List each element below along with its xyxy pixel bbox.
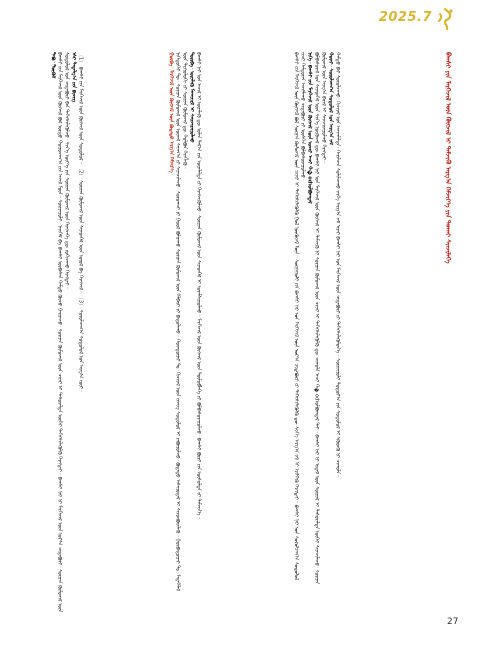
mongol-script-emblem-icon	[436, 8, 454, 30]
paragraph: ᠨᠢᠭᠡᠳᠦᠭᠡᠷ ᠲᠦ᠂ ᠰᠤᠷᠭᠠᠨ ᠬᠦᠮᠦᠵᠢᠯ ᠦᠨ ᠦᠵᠡᠯ ᠰᠠᠨᠠᠭ᠎ᠠ ᠶᠢ ᠰᠢᠨᠡᠴᠢᠯᠡᠵᠦ᠂ ᠰᠤᠷᠤᠭᠴᠢ ᠶᠢ ᠭᠣᠣᠯ ᠪᠣᠯᠭᠠᠬᠤ ᠰᠤᠷᠭᠠᠨ ᠬᠦᠮᠦᠵᠢᠯ ᠦᠨ ᠬᠡᠯᠪᠡᠷᠢ ᠶᠢ ᠪᠠᠲᠤᠯᠠᠬᠤ᠃ ᠬᠣᠶᠠᠳᠤᠭᠠᠷ ᠲᠤ᠂ ᠬᠢᠴᠢᠶᠡᠯ ᠦᠨ ᠵᠢᠵᠢᠭ ᠰᠤᠳᠤᠯᠤᠯ ᠢ ᠶᠠᠪᠤᠭᠤᠯᠵᠤ᠂ ᠪᠣᠳᠠᠲᠤ ᠠᠰᠠᠭᠤᠳᠠᠯ ᠢ ᠰᠢᠢᠳᠪᠦᠷᠢᠯᠡᠬᠦ᠃ ᠭᠤᠷᠪᠠᠳᠤᠭᠠᠷ ᠲᠤ᠂ ᠮᠡᠳᠡᠭᠡᠯᠡᠯ ᠦᠨ ᠲᠸᠬᠨᠣᠯᠣᠭᠢ ᠶᠢ ᠰᠤᠷᠭᠠᠨ ᠬᠦᠮᠦᠵᠢᠯ ᠳᠦ ᠬᠣᠯᠪᠣᠨ ᠬᠡᠷᠡᠭᠯᠡᠬᠦ᠃	[174, 52, 188, 591]
section-heading: ᠲᠠᠪᠤ᠂ ᠳᠦᠭᠦᠮ	[49, 52, 56, 79]
paragraph: ᠪᠠᠭᠰᠢ ᠨᠠᠷ ᠤᠨ ᠠᠵᠢᠯ ᠢ ᠦᠨᠡᠯᠡᠬᠦ ᠳᠦ ᠣᠯᠠᠨ ᠲᠠᠯ᠎ᠠ ᠶᠢᠨ ᠦᠨᠡᠯᠡᠯᠲᠡ ᠶᠢ ᠬᠡᠷᠡᠭᠵᠢᠭᠦᠯᠵᠦ᠂ ᠰᠤᠷᠭᠠᠨ ᠬᠦᠮᠦᠵᠢᠯ ᠦᠨ ᠰᠢᠨᠡᠳᠭᠡᠯ ᠢ ᠤᠷᠠᠮᠱᠢᠭᠤᠯᠬᠤ᠃ ᠮᠡᠷᠭᠡᠵᠢᠯ ᠦᠨ ᠬᠥᠭᠵᠢᠯ ᠦᠨ ᠲᠥᠯᠥᠪᠯᠡᠭᠡ ᠶᠢ ᠪᠣᠯᠪᠠᠰᠤᠷᠠᠭᠤᠯᠵᠤ᠂ ᠪᠠᠭᠰᠢ ᠪᠦᠷᠢ ᠶᠢᠨ ᠥᠰᠦᠯᠲᠡ ᠶᠢ ᠳᠡᠮᠵᠢᠨ᠎ᠡ᠃	[195, 52, 202, 519]
paragraph: ᠪᠣᠯᠪᠠᠰᠤᠷᠠᠯ ᠤᠨ ᠰᠢᠨᠡᠳᠭᠡᠯ ᠦᠨ ᠰᠢᠨ᠎ᠡ ᠨᠥᠬᠥᠴᠡᠯ ᠳᠦ ᠪᠠᠭᠰᠢ ᠨᠠᠷ ᠤᠨ ᠮᠡᠷᠭᠡᠵᠢᠯ ᠦᠨ ᠬᠥᠭᠵᠢᠯ ᠢ ᠳᠡᠮᠵᠢᠬᠦ ᠨᠢ ᠰᠤᠷᠭᠠᠨ ᠬᠦᠮᠦᠵᠢᠯ ᠦᠨ ᠴᠢᠨᠠᠷ ᠢ ᠳᠡᠭᠡᠭᠰᠢᠯᠡᠭᠦᠯᠬᠦ ᠳᠦ ᠴᠢᠬᠤᠯᠠ ᠠᠴᠢ ᠬ�odᠣᠯᠪᠣᠭᠳᠠᠯ ᠲᠠᠢ᠃ ᠪᠠᠭᠰᠢ ᠨᠠᠷ ᠨᠢ ᠡᠷᠳᠡᠮ ᠦᠨ ᠰᠤᠷᠭᠠᠯ ᠢ ᠲᠠᠰᠤᠷᠠᠯᠲᠠ ᠦᠭᠡᠢ ᠰᠢᠨᠡᠴᠢᠯᠡᠵᠦ᠂ ᠰᠤᠷᠭᠠᠨ ᠬᠦᠮᠦᠵᠢᠯ ᠦᠨ ᠠᠷᠭ᠎ᠠ ᠪᠠᠷᠢᠯ ᠢ ᠰᠠᠢᠵᠢᠷᠠᠭᠤᠯᠬᠤ ᠬᠡᠷᠡᠭᠲᠡᠢ᠃	[313, 52, 327, 585]
section-heading: ᠨᠢᠭᠡ᠂ ᠪᠠᠭᠰᠢ ᠶᠢᠨ ᠮᠡᠷᠭᠡᠵᠢᠯ ᠦᠨ ᠬᠥᠭᠵᠢᠯ ᠦᠨ ᠤᠴᠢᠷ ᠠᠴᠢ ᠬ�odᠣᠯᠪᠣᠭᠳᠠᠯ	[306, 52, 313, 204]
text-column-right	[285, 52, 441, 586]
paragraph: ᠪᠠᠭᠰᠢ ᠶᠢᠨ ᠮᠡᠷᠭᠡᠵᠢᠯ ᠦᠨ ᠬᠥᠭᠵᠢᠯ ᠪᠣᠯ ᠤᠷᠲᠤ ᠬᠤᠭᠤᠴᠠᠭ᠎ᠠ ᠶᠢᠨ ᠠᠵᠢᠯ ᠮᠥᠨ᠃ ᠰᠤᠷᠭᠠᠭᠤᠯᠢ᠂ ᠨᠡᠢᠭᠡᠮ ᠪᠠ ᠪᠠᠭᠰᠢ ᠥᠪᠡᠰᠡᠨ ᠬᠠᠮᠲᠤ ᠬᠦᠴᠦ ᠭᠠᠷᠭᠠᠵᠤ᠂ ᠰᠤᠷᠭᠠᠨ ᠬᠦᠮᠦᠵᠢᠯ ᠦᠨ ᠴᠢᠨᠠᠷ ᠢ ᠲᠠᠰᠤᠷᠠᠯᠲᠠ ᠦᠭᠡᠢ ᠳᠡᠭᠡᠭᠰᠢᠯᠡᠭᠦᠯᠬᠦ ᠬᠡᠷᠡᠭᠲᠡᠢ᠃ ᠪᠠᠭᠰᠢ ᠨᠠᠷ ᠨᠢ ᠮᠡᠷᠭᠡᠵᠢᠯ ᠦᠨ ᠤᠷ᠎ᠠ ᠴᠢᠳᠠᠪᠤᠷᠢ᠂ ᠰᠤᠷᠭᠠᠨ ᠬᠦᠮᠦᠵᠢᠯ ᠦᠨ ᠰᠤᠳᠤᠯᠤᠯ ᠤᠨ ᠴᠢᠳᠠᠪᠤᠷᠢ ᠪᠠᠨ ᠳᠡᠭᠡᠭᠰᠢᠯᠡᠭᠦᠯᠵᠦ᠂ ᠰᠢᠨ᠎ᠡ ᠦᠶ᠎ᠡ ᠶᠢᠨ ᠰᠤᠷᠭᠠᠨ ᠬᠦᠮᠦᠵᠢᠯ ᠦᠨ ᠬᠡᠷᠡᠭᠴᠡᠭᠡ ᠳᠦ ᠵᠣᠬᠢᠴᠠᠬᠤ ᠬᠡᠷᠡᠭᠲᠡᠢ᠃	[56, 52, 70, 613]
text-column-left	[42, 52, 154, 614]
paragraph: ᠬᠠᠮᠲᠤ ᠪᠡᠷ ᠰᠤᠷᠤᠯᠴᠠᠬᠤ᠂ ᠬᠢᠴᠢᠶᠡᠯ ᠤᠨ ᠠᠵᠢᠭᠯᠠᠯᠲᠠ᠂ ᠬᠠᠷᠢᠯᠴᠠᠨ ᠰᠤᠯᠢᠯᠴᠠᠬᠤ ᠵᠡᠷᠭᠡ ᠠᠷᠭ᠎ᠠ ᠵᠠᠮ ᠢᠶᠠᠷ ᠪᠠᠭᠰᠢ ᠨᠠᠷ ᠤᠨ ᠮᠡᠷᠭᠡᠵᠢᠯ ᠦᠨ ᠴᠢᠳᠠᠪᠤᠷᠢ ᠶᠢ ᠳᠡᠭᠡᠭᠰᠢᠯᠡᠭᠦᠯᠦᠨ᠎ᠡ᠃ ᠰᠤᠷᠭᠠᠭᠤᠯᠢ ᠳᠤᠲᠤᠷ᠎ᠠ ᠶᠢᠨ ᠰᠤᠳᠤᠯᠤᠯ ᠢ ᠡᠭᠦᠳᠬᠦ ᠨᠢ ᠴᠢᠬᠤᠯᠠ᠃	[334, 52, 341, 478]
issue-label: 2025.7	[378, 10, 432, 25]
article-title: ᠪᠠᠭᠰᠢ ᠶᠢᠨ ᠮᠡᠷᠭᠡᠵᠢᠯ ᠦᠨ ᠬᠥᠭᠵᠢᠯ ᠢ ᠳᠡᠮᠵᠢᠬᠦ ᠠᠷᠭ᠎ᠠ ᠬᠡᠮᠵᠢᠶ᠎ᠡ ᠶᠢᠨ ᠲᠤᠬᠠᠢ ᠰᠢᠨᠵᠢᠯᠡᠭᠡ	[444, 52, 452, 264]
section-heading: ᠳᠥᠷᠪᠡ᠂ ᠦᠨᠡᠯᠡᠬᠦ ᠮᠡᠬᠠᠨᠢᠽᠮ ᠢ ᠰᠠᠢᠵᠢᠷᠠᠭᠤᠯᠬᠤ	[188, 52, 195, 143]
section-heading: ᠬᠣᠶᠠᠷ᠂ ᠰᠤᠷᠤᠯᠴᠠᠭ᠎ᠠ ᠰᠤᠳᠤᠯᠤᠯ ᠤᠨ ᠠᠷᠭ᠎ᠠ ᠵᠠᠮ	[327, 52, 334, 146]
section-heading-highlight: ᠭᠤᠷᠪᠠ᠂ ᠮᠡᠷᠭᠡᠵᠢᠯ ᠦᠨ ᠬᠥᠭᠵᠢᠯ ᠦᠨ ᠪᠣᠳᠠᠲᠤ ᠠᠷᠭ᠎ᠠ ᠬᠡᠮᠵᠢᠶ᠎ᠡ	[167, 52, 174, 173]
page-number: 27	[447, 617, 459, 627]
references-heading: ᠡᠰᠢ ᠲᠠᠲᠠᠯᠭ᠎ᠠ ᠶᠢᠨ ᠪᠢᠴᠢᠭ	[70, 52, 77, 103]
references-list: 〔1〕 ᠪᠠᠭᠰᠢ ᠶᠢᠨ ᠮᠡᠷᠭᠡᠵᠢᠯ ᠦᠨ ᠬᠥᠭᠵᠢᠯ ᠦᠨ ᠰᠤᠳᠤᠯᠤᠯ᠃ 〔2〕 ᠰᠤᠷᠭᠠᠨ ᠬᠦᠮᠦᠵᠢᠯ ᠦᠨ ᠰᠢᠨᠡᠳᠭᠡᠯ ᠦᠨ ᠣᠨᠣᠯ ᠪᠠ ᠬᠡᠷᠡᠭᠵᠢᠯ᠃ 〔3〕 ᠰᠤᠷᠤᠯᠴᠠᠭ᠎ᠠ ᠰᠤᠳᠤᠯᠤᠯ ᠤᠨ ᠠᠷᠭ᠎ᠠ ᠵᠦᠢ᠃	[77, 52, 84, 393]
paragraph: ᠪᠠᠭᠰᠢ ᠶᠢᠨ ᠮᠡᠷᠭᠡᠵᠢᠯ ᠦᠨ ᠬᠥᠭᠵᠢᠯ ᠪᠣᠯ ᠰᠤᠷᠭᠠᠨ ᠬᠦᠮᠦᠵᠢᠯ ᠦᠨ ᠴᠢᠨᠠᠷ ᠢ ᠳᠡᠭᠡᠭᠰᠢᠯᠡᠭᠦᠯᠬᠦ ᠭᠣᠯ ᠨᠥᠬᠥᠴᠡᠯ ᠮᠥᠨ᠃ ᠰᠤᠷᠭᠠᠭᠤᠯᠢ ᠶᠢᠨ ᠪᠠᠭᠰᠢ ᠨᠠᠷ ᠤᠨ ᠮᠡᠷᠭᠡᠵᠢᠯ ᠦᠨ ᠤᠷ᠎ᠠ ᠴᠢᠳᠠᠪᠤᠷᠢ ᠶᠢ ᠳᠡᠭᠡᠭᠰᠢᠯᠡᠭᠦᠯᠬᠦ ᠳᠦ ᠰᠢᠨ᠎ᠡ ᠠᠷᠭ᠎ᠠ ᠵᠠᠮ ᠢ ᠡᠷᠢᠯᠬᠡᠬᠦ ᠬᠡᠷᠡᠭᠲᠡᠢ᠃ ᠪᠠᠭᠰᠢ ᠨᠠᠷ ᠤᠨ ᠰᠤᠷᠤᠯᠴᠠᠭ᠎ᠠ ᠰᠤᠳᠤᠯᠤᠯ ᠵᠢᠴᠢ ᠬᠠᠮᠲᠤᠷᠠᠨ ᠠᠵᠢᠯᠯᠠᠬᠤ ᠴᠢᠳᠠᠪᠤᠷᠢ ᠶᠢ ᠥᠰᠬᠡᠨ ᠪᠣᠯᠪᠠᠰᠤᠷᠠᠭᠤᠯᠬᠤ᠃	[292, 52, 306, 581]
text-column-middle	[160, 52, 283, 592]
